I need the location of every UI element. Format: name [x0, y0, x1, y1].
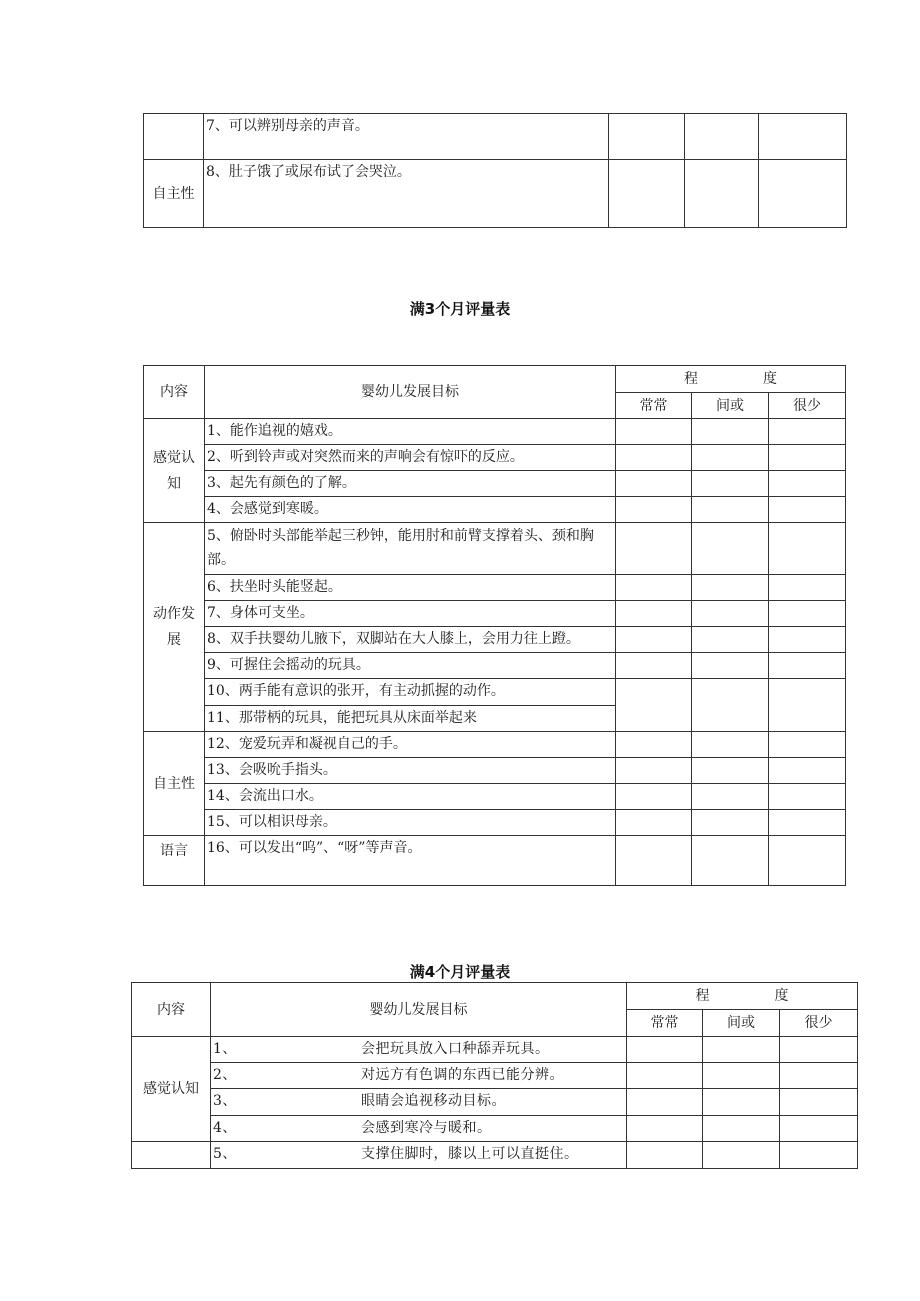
table-row — [144, 419, 846, 445]
rarely-cell[interactable] — [769, 419, 846, 445]
category-cell — [144, 114, 204, 160]
table4 — [131, 982, 858, 1169]
table-row — [144, 784, 846, 810]
sometimes-cell[interactable] — [692, 836, 769, 886]
rarely-cell[interactable] — [780, 1142, 858, 1169]
rarely-cell[interactable] — [769, 601, 846, 627]
sometimes-cell[interactable] — [692, 758, 769, 784]
sometimes-cell[interactable] — [692, 732, 769, 758]
table-row — [144, 471, 846, 497]
table-row — [132, 1142, 858, 1169]
often-cell[interactable] — [616, 784, 692, 810]
rarely-cell[interactable] — [769, 732, 846, 758]
table-row — [144, 627, 846, 653]
item-text: 会感到寒冷与暖和。 — [361, 1120, 492, 1136]
category-sensory — [144, 419, 205, 523]
table-row — [144, 836, 846, 886]
category-label: 感觉认知 — [153, 449, 195, 492]
prev-table — [143, 113, 847, 228]
rarely-cell[interactable] — [769, 758, 846, 784]
table-row — [144, 575, 846, 601]
sometimes-cell[interactable] — [692, 523, 769, 575]
item-number: 2、 — [213, 1067, 237, 1083]
often-cell[interactable] — [616, 471, 692, 497]
sometimes-cell[interactable] — [692, 419, 769, 445]
table-row — [132, 1063, 858, 1089]
header-goal: 婴幼儿发展目标 — [211, 983, 627, 1037]
rarely-cell[interactable] — [769, 679, 846, 732]
category-autonomy: 自主性 — [144, 732, 205, 836]
category-label: 动作发展 — [153, 606, 195, 648]
table3 — [143, 365, 846, 886]
table-row — [144, 601, 846, 627]
category-cell — [132, 1142, 211, 1169]
sometimes-cell[interactable] — [703, 1063, 780, 1089]
table-row — [144, 497, 846, 523]
sometimes-cell[interactable] — [692, 653, 769, 679]
header-degree — [627, 983, 858, 1010]
header-rarely: 很少 — [769, 393, 846, 419]
sometimes-cell[interactable] — [692, 810, 769, 836]
header-often: 常常 — [616, 393, 692, 419]
rarely-cell[interactable] — [780, 1089, 858, 1116]
rarely-cell[interactable] — [769, 810, 846, 836]
category-motor — [144, 523, 205, 732]
often-cell[interactable] — [627, 1142, 703, 1169]
goal-item: 6、扶坐时头能竖起。 — [205, 575, 616, 601]
often-cell[interactable] — [627, 1063, 703, 1089]
table-row — [144, 160, 847, 228]
goal-item: 4、会感觉到寒暖。 — [205, 497, 616, 523]
goal-item — [211, 1063, 627, 1089]
rarely-cell[interactable] — [769, 575, 846, 601]
table3-title: 满3个月评量表 — [409, 300, 511, 318]
sometimes-cell[interactable] — [703, 1116, 780, 1142]
sometimes-cell[interactable] — [692, 679, 769, 732]
table-row — [132, 1116, 858, 1142]
item-number: 4、 — [213, 1120, 237, 1136]
rarely-cell[interactable] — [769, 471, 846, 497]
sometimes-cell[interactable] — [692, 601, 769, 627]
often-cell[interactable] — [616, 810, 692, 836]
sometimes-cell[interactable] — [692, 445, 769, 471]
rarely-cell[interactable] — [769, 836, 846, 886]
sometimes-cell[interactable] — [685, 114, 759, 160]
goal-item: 12、宠爱玩弄和凝视自己的手。 — [205, 732, 616, 758]
goal-item: 14、会流出口水。 — [205, 784, 616, 810]
goal-item: 1、能作追视的嬉戏。 — [205, 419, 616, 445]
header-content: 内容 — [132, 983, 211, 1037]
header-degree — [616, 366, 846, 393]
rarely-cell[interactable] — [769, 784, 846, 810]
often-cell[interactable] — [616, 419, 692, 445]
sometimes-cell[interactable] — [692, 627, 769, 653]
often-cell[interactable] — [616, 732, 692, 758]
often-cell[interactable] — [627, 1089, 703, 1116]
sometimes-cell[interactable] — [703, 1142, 780, 1169]
table-row — [144, 445, 846, 471]
table-row — [144, 114, 847, 160]
table4-title: 满4个月评量表 — [409, 963, 511, 981]
goal-item: 5、俯卧时头部能举起三秒钟，能用肘和前臂支撑着头、颈和胸部。 — [205, 523, 616, 575]
goal-item: 9、可握住会摇动的玩具。 — [205, 653, 616, 679]
goal-item: 8、肚子饿了或尿布试了会哭泣。 — [204, 160, 609, 228]
often-cell[interactable] — [616, 836, 692, 886]
often-cell[interactable] — [616, 445, 692, 471]
table-row — [144, 679, 846, 706]
rarely-cell[interactable] — [780, 1037, 858, 1063]
often-cell[interactable] — [616, 575, 692, 601]
rarely-cell[interactable] — [759, 160, 847, 228]
table-row — [144, 732, 846, 758]
goal-item: 13、会吸吮手指头。 — [205, 758, 616, 784]
often-cell[interactable] — [627, 1037, 703, 1063]
item-number: 5、 — [213, 1146, 237, 1162]
often-cell[interactable] — [616, 523, 692, 575]
goal-item: 7、可以辨别母亲的声音。 — [204, 114, 609, 160]
header-content: 内容 — [144, 366, 205, 419]
category-autonomy: 自主性 — [144, 160, 204, 228]
goal-item: 16、可以发出“呜”、“呀”等声音。 — [205, 836, 616, 886]
header-sometimes: 间或 — [703, 1010, 780, 1037]
often-cell[interactable] — [609, 114, 685, 160]
header-goal: 婴幼儿发展目标 — [205, 366, 616, 419]
item-text: 支撑住脚时，膝以上可以直挺住。 — [361, 1146, 579, 1162]
often-cell[interactable] — [627, 1116, 703, 1142]
header-degree-left: 程 — [695, 988, 710, 1004]
item-text: 对远方有色调的东西已能分辨。 — [361, 1067, 564, 1083]
category-language: 语言 — [144, 836, 205, 886]
goal-item — [211, 1116, 627, 1142]
header-sometimes: 间或 — [692, 393, 769, 419]
table-row — [132, 1037, 858, 1063]
item-number: 1、 — [213, 1041, 237, 1057]
goal-item: 7、身体可支坐。 — [205, 601, 616, 627]
often-cell[interactable] — [609, 160, 685, 228]
often-cell[interactable] — [616, 653, 692, 679]
sometimes-cell[interactable] — [692, 784, 769, 810]
header-degree-left: 程 — [684, 371, 699, 387]
item-text: 眼睛会追视移动目标。 — [361, 1093, 506, 1109]
sometimes-cell[interactable] — [692, 471, 769, 497]
goal-item — [211, 1089, 627, 1116]
sometimes-cell[interactable] — [692, 575, 769, 601]
sometimes-cell[interactable] — [703, 1037, 780, 1063]
goal-item: 10、两手能有意识的张开，有主动抓握的动作。 — [205, 679, 616, 706]
often-cell[interactable] — [616, 601, 692, 627]
header-rarely: 很少 — [780, 1010, 858, 1037]
goal-item: 11、那带柄的玩具，能把玩具从床面举起来 — [205, 706, 616, 732]
item-text: 会把玩具放入口种舔弄玩具。 — [361, 1041, 550, 1057]
table-row — [144, 653, 846, 679]
rarely-cell[interactable] — [780, 1116, 858, 1142]
rarely-cell[interactable] — [780, 1063, 858, 1089]
often-cell[interactable] — [616, 679, 692, 732]
rarely-cell[interactable] — [769, 497, 846, 523]
sometimes-cell[interactable] — [692, 497, 769, 523]
often-cell[interactable] — [616, 758, 692, 784]
sometimes-cell[interactable] — [703, 1089, 780, 1116]
often-cell[interactable] — [616, 497, 692, 523]
rarely-cell[interactable] — [769, 653, 846, 679]
sometimes-cell[interactable] — [685, 160, 759, 228]
rarely-cell[interactable] — [769, 445, 846, 471]
goal-item: 15、可以相识母亲。 — [205, 810, 616, 836]
table-row — [144, 758, 846, 784]
table-row — [144, 810, 846, 836]
table-row — [144, 523, 846, 575]
header-degree-right: 度 — [762, 371, 777, 387]
goal-item: 8、双手扶婴幼儿腋下，双脚站在大人膝上，会用力往上蹬。 — [205, 627, 616, 653]
rarely-cell[interactable] — [759, 114, 847, 160]
rarely-cell[interactable] — [769, 627, 846, 653]
category-sensory: 感觉认知 — [132, 1037, 211, 1142]
goal-item: 3、起先有颜色的了解。 — [205, 471, 616, 497]
table-row — [132, 1089, 858, 1116]
often-cell[interactable] — [616, 627, 692, 653]
rarely-cell[interactable] — [769, 523, 846, 575]
goal-item: 2、听到铃声或对突然而来的声响会有惊吓的反应。 — [205, 445, 616, 471]
item-number: 3、 — [213, 1093, 237, 1109]
goal-item — [211, 1142, 627, 1169]
goal-item — [211, 1037, 627, 1063]
header-often: 常常 — [627, 1010, 703, 1037]
header-degree-right: 度 — [774, 988, 789, 1004]
